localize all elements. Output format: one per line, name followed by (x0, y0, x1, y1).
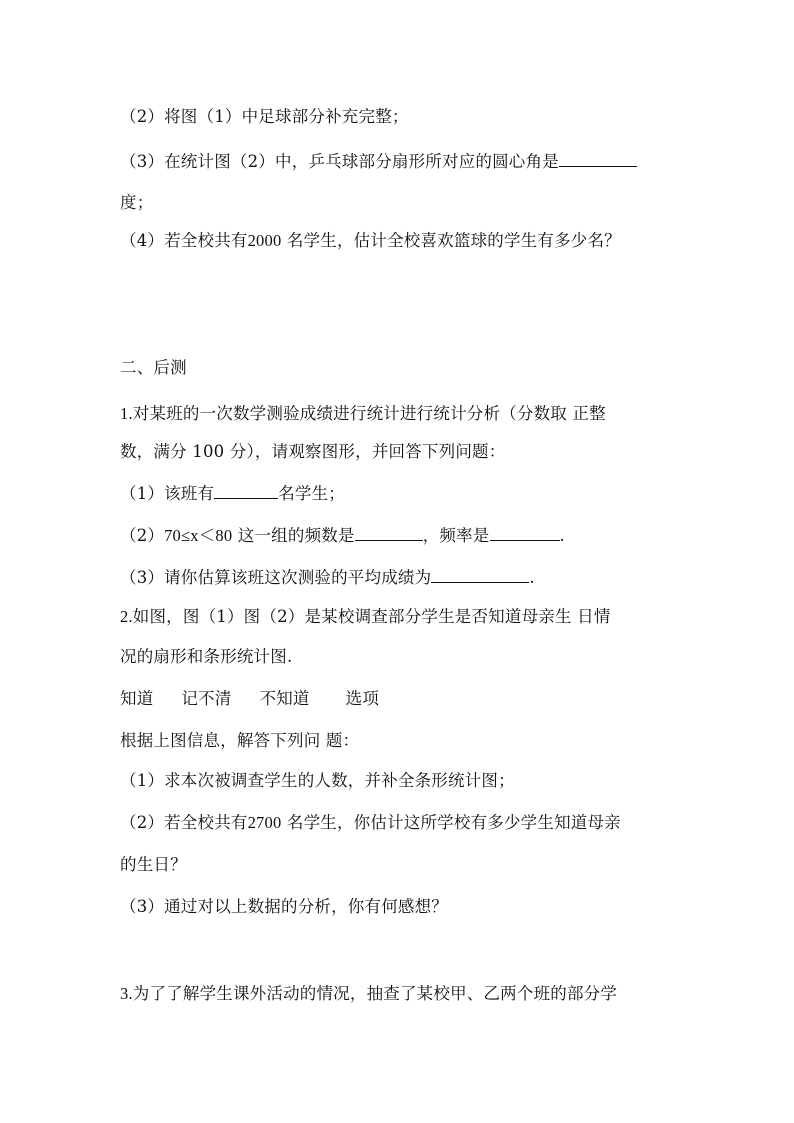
problem-1-number: 1. (120, 404, 133, 423)
problem-1-text-2: 数，满分 100 分），请观察图形，并回答下列问题： (120, 442, 506, 461)
question-4-suffix: 名学生，估计全校喜欢篮球的学生有多少名？ (281, 231, 621, 250)
problem-2-sub-1-text: （1）求本次被调查学生的人数，并补全条形统计图； (120, 771, 515, 790)
problem-3-line-1 (120, 982, 617, 1006)
sub-2-end: . (559, 526, 565, 545)
problem-3-number: 3. (120, 984, 133, 1003)
problem-2-number: 2. (120, 607, 133, 626)
problem-2-sub-3 (120, 895, 448, 919)
question-4-prefix: （4）若全校共有 (120, 231, 248, 250)
answer-blank[interactable] (490, 523, 560, 541)
sub-3-end: . (529, 568, 535, 587)
sub-2-text: 这一组的频数是 (232, 526, 355, 545)
sub-2-range: 70≤x＜80 (164, 526, 233, 545)
answer-blank[interactable] (431, 565, 529, 583)
question-3-label: （3）在统计图（2）中，乒乓球部分扇形所对应的圆心角是 (120, 152, 559, 171)
question-3-continuation (120, 191, 153, 215)
problem-2-text-2: 况的扇形和条形统计图. (120, 647, 293, 666)
section-heading (120, 356, 187, 380)
problem-2-line-2 (120, 645, 292, 669)
question-2-text (120, 105, 409, 129)
section-heading-text: 二、后测 (120, 358, 187, 377)
option-header: 选项 (345, 689, 380, 708)
problem-2-sub-1 (120, 769, 515, 793)
problem-1-line-2 (120, 440, 505, 464)
problem-2-sub-2-continuation (120, 853, 187, 877)
problem-2-sub-2 (120, 811, 621, 835)
sub-2-text-2: ，频率是 (422, 526, 490, 545)
question-3-unit: 度； (120, 193, 154, 212)
problem-2-text-3: 根据上图信息，解答下列问 题： (120, 731, 360, 750)
question-3-text (120, 149, 637, 174)
problem-2-sub-2-suffix: 名学生，你估计这所学校有多少学生知道母亲 (281, 813, 621, 832)
answer-blank[interactable] (355, 523, 423, 541)
problem-1-sub-1 (120, 481, 345, 506)
option-unclear: 记不清 (181, 689, 232, 708)
option-known: 知道 (120, 689, 154, 708)
answer-blank[interactable] (214, 481, 278, 499)
problem-3-text-1: 为了了解学生课外活动的情况，抽查了某校甲、乙两个班的部分学 (132, 984, 618, 1003)
problem-2-line-3 (120, 729, 359, 753)
problem-2-sub-2-prefix: （2）若全校共有 (120, 813, 248, 832)
problem-1-sub-3 (120, 565, 535, 590)
problem-1-text-1: 对某班的一次数学测验成绩进行统计进行统计分析（分数取 正整 (132, 404, 606, 423)
problem-2-text-1: 如图，图（1）图（2）是某校调查部分学生是否知道母亲生 日情 (132, 607, 611, 626)
problem-2-line-1 (120, 605, 611, 629)
sub-3-prefix: （3）请你估算该班这次测验的平均成绩为 (120, 568, 432, 587)
sub-1-prefix: （1）该班有 (120, 484, 215, 503)
problem-1-sub-2 (120, 523, 565, 548)
question-4-text (120, 229, 621, 253)
problem-1-line-1 (120, 402, 606, 426)
problem-2-sub-2-number: 2700 (247, 813, 282, 832)
problem-2-sub-3-text: （3）通过对以上数据的分析，你有何感想？ (120, 897, 448, 916)
problem-2-sub-2-end: 的生日？ (120, 855, 187, 874)
option-labels (120, 687, 379, 711)
question-2-label: （2）将图（1）中足球部分补充完整； (120, 107, 409, 126)
sub-2-prefix: （2） (120, 526, 165, 545)
sub-1-suffix: 名学生； (278, 484, 346, 503)
answer-blank[interactable] (559, 149, 637, 167)
option-unknown: 不知道 (259, 689, 310, 708)
question-4-number: 2000 (247, 231, 282, 250)
